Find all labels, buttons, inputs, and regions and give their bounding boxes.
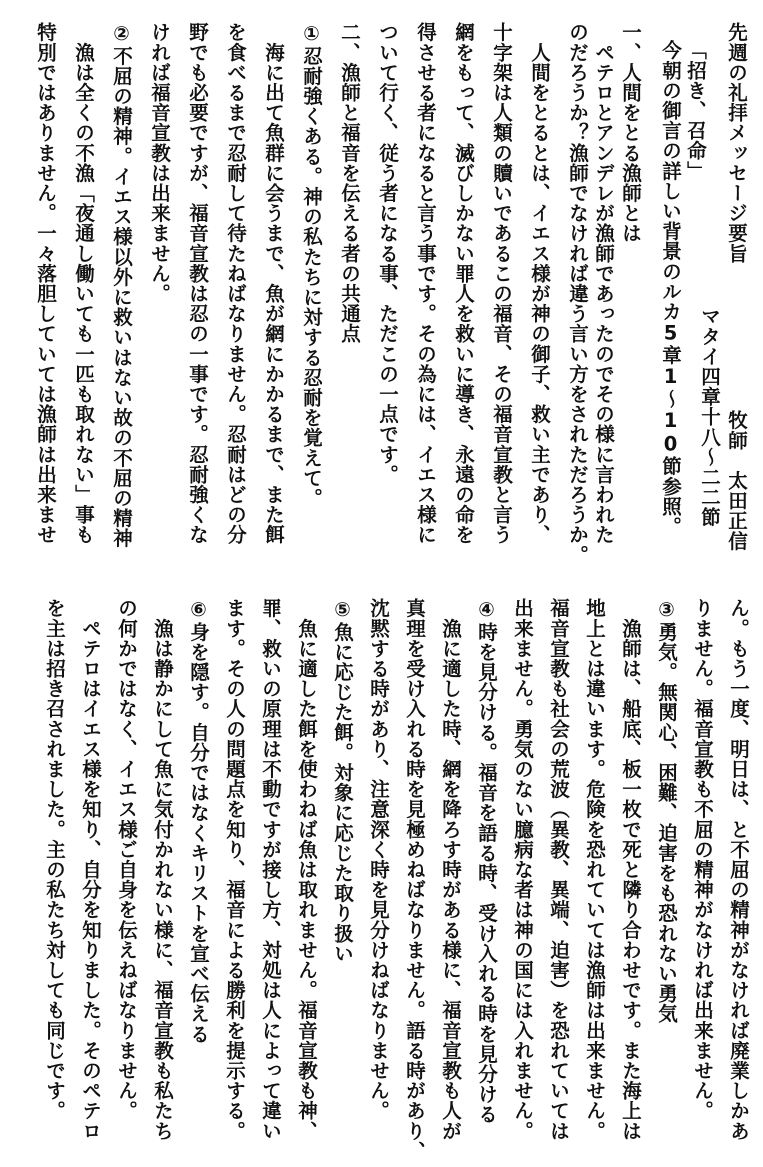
point-heading-line <box>109 22 134 548</box>
text-line <box>413 22 438 545</box>
section-heading: 一、人間をとる漁師とは <box>619 22 642 244</box>
point-heading-line <box>186 598 211 1044</box>
text-line <box>546 598 571 1141</box>
text-line-content: ペテロとアンデレが漁師であったのでその様に言われた <box>592 22 615 545</box>
text-line <box>185 22 210 545</box>
background-note-line <box>658 40 683 536</box>
text-line <box>294 598 319 1141</box>
scripture-ref: マタイ四章十八～二二節 <box>698 306 721 528</box>
text-line <box>366 598 391 1121</box>
text-line <box>582 598 607 1141</box>
text-line <box>489 22 514 545</box>
text-line-content: 特別ではありません。一々落胆していては漁師は出来ませ <box>34 22 57 545</box>
text-line-content: 漁は全くの不漁「夜通し働いても一匹も取れない」事も <box>72 22 95 545</box>
text-line-content: の何かではなく、イエス様ご自身を伝えねばなりません。 <box>115 598 138 1121</box>
text-line-content: 人間をとるとは、イエス様が神の御子、救い主であり、 <box>528 22 551 545</box>
header-title-line <box>724 22 749 263</box>
text-line-content: 漁に適した時、網を降ろす時がある様に、福音宣教も人が <box>439 598 462 1141</box>
text-line-content: ければ福音宣教は出来ません。 <box>148 22 171 304</box>
point-heading: ③勇気。無関心、困難、迫害をも恐れない勇気 <box>655 598 678 1024</box>
text-line-content: りません。福音宣教も不屈の精神がなければ出来ません。 <box>691 598 714 1121</box>
text-line <box>451 22 476 545</box>
text-line <box>690 598 715 1121</box>
text-line <box>618 598 643 1141</box>
text-line-content: 得させる者になると言う事です。その為には、イエス様に <box>414 22 437 545</box>
sermon-title: 「招き、召命」 <box>684 40 707 181</box>
text-line <box>114 598 139 1121</box>
text-line-content: 地上とは違います。危険を恐れていては漁師は出来ません。 <box>583 598 606 1141</box>
text-line-content: 福音宣教も社会の荒波（異教、異端、迫害）を恐れていては <box>547 598 570 1141</box>
text-line <box>78 598 103 1141</box>
text-line <box>147 22 172 303</box>
half-divider <box>0 576 763 577</box>
text-line <box>375 22 400 484</box>
text-line-content: 海に出て魚群に会うまで、魚が網にかかるまで、また餌 <box>262 22 285 545</box>
text-line-content: 漁師は、船底、板一枚で死と隣り合わせです。また海上は <box>619 598 642 1141</box>
text-line <box>150 598 175 1141</box>
text-line <box>726 598 751 1141</box>
text-line <box>565 22 590 565</box>
text-line <box>527 22 552 545</box>
text-line <box>591 22 616 545</box>
point-heading-line <box>330 598 355 963</box>
text-line-content: 出来ません。勇気のない臆病な者は神の国には入れません。 <box>511 598 534 1141</box>
author-name: 牧師 太田正信 <box>725 410 748 551</box>
text-line-content: を主は招き召されました。主の私たち対しても同じです。 <box>43 598 66 1121</box>
section-heading: 二、漁師と福音を伝える者の共通点 <box>338 22 361 344</box>
text-line <box>261 22 286 545</box>
text-line-content: 罪、救いの原理は不動ですが接し方、対処は人によって違い <box>259 598 282 1141</box>
author-line <box>724 410 749 551</box>
text-line <box>33 22 58 545</box>
text-line-content: のだろうか？漁師でなければ違う言い方をされただろうか。 <box>566 22 589 565</box>
text-line-content: 野でも必要ですが、福音宣教は忍の一事です。忍耐強くな <box>186 22 209 545</box>
text-line-content: ペテロはイエス様を知り、自分を知りました。そのペテロ <box>79 598 102 1141</box>
text-line <box>510 598 535 1141</box>
text-line-content: 沈黙する時があり、注意深く時を見分けねばなりません。 <box>367 598 390 1121</box>
point-heading: ①忍耐強くある。神の私たちに対する忍耐を覚えて。 <box>300 22 323 508</box>
section1-heading-line <box>618 22 643 243</box>
point-heading: ⑤魚に応じた餌。対象に応じた取り扱い <box>331 598 354 964</box>
text-line <box>71 22 96 545</box>
sermon-title-line <box>683 40 708 181</box>
header-title: 先週の礼拝メッセージ要旨 <box>725 22 748 264</box>
text-line <box>402 598 427 1161</box>
point-heading: ⑥身を隠す。自分ではなくキリストを宣べ伝える <box>187 598 210 1044</box>
text-line <box>223 22 248 545</box>
text-line-content: 漁は静かにして魚に気付かれない様に、福音宣教も私たち <box>151 598 174 1141</box>
text-line-content: 網をもって、滅びしかない罪人を救いに導き、永遠の命を <box>452 22 475 545</box>
text-line <box>258 598 283 1141</box>
text-line-content: 魚に適した餌を使わねば魚は取れません。福音宣教も神、 <box>295 598 318 1141</box>
point-heading-line <box>654 598 679 1024</box>
text-line <box>222 598 247 1141</box>
text-line <box>438 598 463 1141</box>
text-line-content: ます。その人の問題点を知り、福音による勝利を提示する。 <box>223 598 246 1141</box>
text-line-content: ん。もう一度、明日は、と不屈の精神がなければ廃業しかあ <box>727 598 750 1141</box>
point-heading: ②不屈の精神。イエス様以外に救いはない故の不屈の精神 <box>110 22 133 549</box>
point-heading-line <box>299 22 324 508</box>
text-line-content: ついて行く、従う者になる事、ただこの一点です。 <box>376 22 399 485</box>
section-heading-line <box>337 22 362 344</box>
text-line-content: を食べるまで忍耐して待たねばなりません。忍耐はどの分 <box>224 22 247 545</box>
background-note: 今朝の御言の詳しい背景のルカ5章1～10節参照。 <box>659 40 682 537</box>
point-heading-line <box>474 598 499 1124</box>
point-heading: ④時を見分ける。福音を語る時、受け入れる時を見分ける <box>475 598 498 1125</box>
text-line <box>42 598 67 1121</box>
text-line-content: 十字架は人類の贖いであるこの福音、その福音宣教と言う <box>490 22 513 545</box>
text-line-content: 真理を受け入れる時を見極めねばなりません。語る時があり、 <box>403 598 426 1161</box>
scripture-ref-line <box>697 306 722 527</box>
